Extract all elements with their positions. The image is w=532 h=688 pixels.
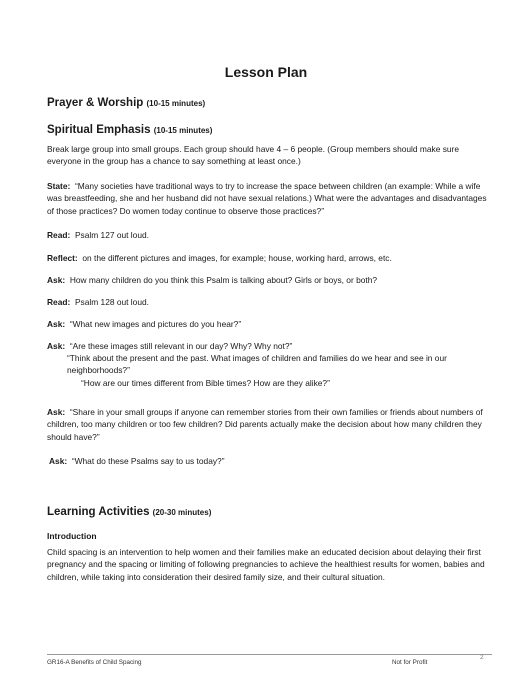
- ask4-label: Ask:: [47, 407, 66, 417]
- state-label: State:: [47, 181, 71, 191]
- footer-doc-title: GR16-A Benefits of Child Spacing: [47, 659, 142, 666]
- ask4-text: “Share in your small groups if anyone can remember stories from their own families or friends about numbers of children, too many children or too few children? Did parents actually make the decision about how many children they should have?”: [47, 407, 483, 442]
- learning-heading: [47, 506, 211, 518]
- ask3-paragraph: [47, 340, 492, 352]
- read2-label: Read:: [47, 297, 71, 307]
- state-text: “Many societies have traditional ways to try to increase the space between children (an example: While a wife was breastfeeding, she and her husband did not have sexual relations.) What were the advantages and disadvantages of those practices? Do women today continue to observe those practices?”: [47, 181, 487, 216]
- prayer-heading: [47, 97, 205, 109]
- ask3-text: “Are these images still relevant in our day? Why? Why not?”: [69, 341, 293, 351]
- page-title: Lesson Plan: [224, 64, 308, 80]
- ask1-paragraph: [47, 274, 492, 286]
- reflect-label: Reflect:: [47, 253, 78, 263]
- prayer-time: (10-15 minutes): [146, 99, 206, 108]
- read1-label: Read:: [47, 230, 71, 240]
- state-paragraph: [47, 180, 492, 217]
- read2-paragraph: [47, 296, 492, 308]
- footer-not-for-profit: Not for Profit: [392, 659, 428, 666]
- reflect-paragraph: [47, 252, 492, 264]
- ask1-text: How many children do you think this Psalm is talking about? Girls or boys, or both?: [69, 275, 378, 285]
- learning-time: (20-30 minutes): [152, 508, 212, 517]
- footer-divider: [47, 654, 492, 655]
- spiritual-heading-text: Spiritual Emphasis: [47, 124, 151, 136]
- ask5-paragraph: [49, 455, 494, 467]
- ask2-text: “What new images and pictures do you hear?”: [69, 319, 242, 329]
- ask1-label: Ask:: [47, 275, 66, 285]
- ask5-label: Ask:: [49, 456, 68, 466]
- spiritual-time: (10-15 minutes): [153, 126, 213, 135]
- ask3-label: Ask:: [47, 341, 66, 351]
- spiritual-intro: Break large group into small groups. Each group should have 4 – 6 people. (Group members should make sure everyone in the group has a chance to say something at least once.): [47, 144, 460, 167]
- ask2-label: Ask:: [47, 319, 66, 329]
- ask5-text: “What do these Psalms say to us today?”: [71, 456, 225, 466]
- introduction-text: Child spacing is an intervention to help women and their families make an educated decision about delaying their first pregnancy and the spacing or limiting of following pregnancies to achieve the healthiest results for women, babies and children, while taking into consideration their desired family size, and their cultural situation.: [47, 547, 485, 582]
- ask3-line2: “Think about the present and the past. What images of children and families do we hear and see in our neighborhoods?”: [67, 353, 447, 376]
- reflect-text: on the different pictures and images, for example; house, working hard, arrows, etc.: [82, 253, 392, 263]
- prayer-heading-text: Prayer & Worship: [47, 97, 144, 109]
- read1-text: Psalm 127 out loud.: [74, 230, 149, 240]
- ask3-line3: “How are our times different from Bible times? How are they alike?”: [81, 378, 330, 388]
- introduction-heading: Introduction: [47, 531, 97, 541]
- page-number: 2: [480, 654, 484, 661]
- read2-text: Psalm 128 out loud.: [74, 297, 149, 307]
- ask4-paragraph: [47, 406, 492, 443]
- spiritual-heading: [47, 124, 212, 136]
- ask2-paragraph: [47, 318, 492, 330]
- read1-paragraph: [47, 229, 492, 241]
- learning-heading-text: Learning Activities: [47, 506, 150, 518]
